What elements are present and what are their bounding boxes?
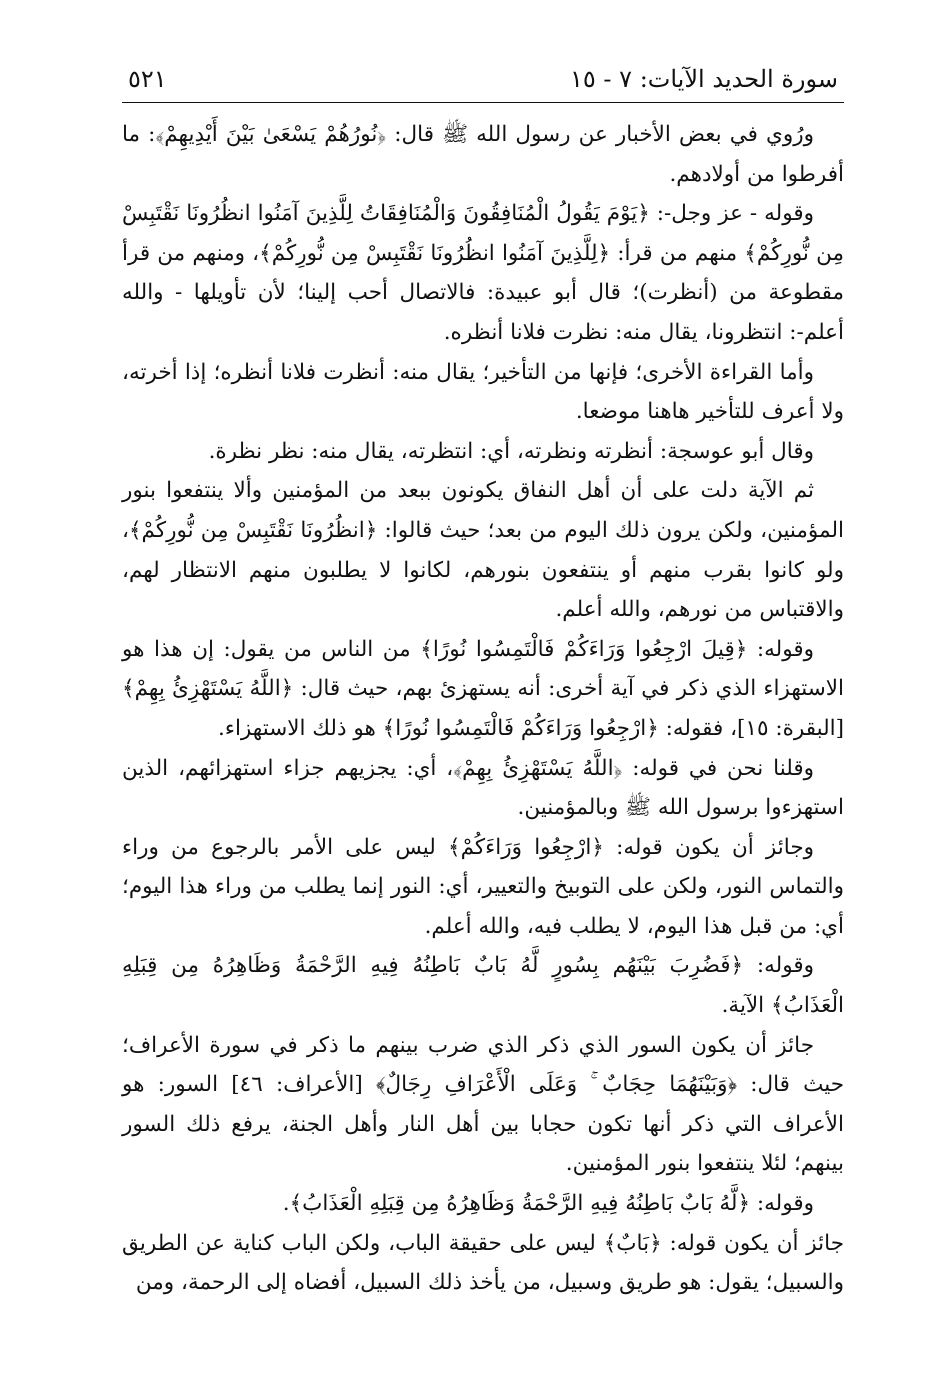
paragraph: وقوله - عز وجل-: ﴿يَوْمَ يَقُولُ الْمُنَافِقُونَ وَالْمُنَافِقَاتُ لِلَّذِينَ آمَنُوا انظُرُونَا نَقْتَبِسْ مِن نُّورِكُمْ﴾ منهم من قرأ: ﴿لِلَّذِينَ آمَنُوا انظُرُونَا نَقْتَبِسْ مِن نُّورِكُمْ﴾، ومنهم من قرأ مقطوعة من (أنظرت)؛ قال أبو عبيدة: فالاتصال أحب إلينا؛ لأن تأويلها - والله أعلم-: انتظرونا، يقال منه: نظرت فلانا أنظره. [122,201,844,345]
page-number: ٥٢١ [128,65,167,93]
paragraph: ثم الآية دلت على أن أهل النفاق يكونون ببعد من المؤمنين وألا ينتفعوا بنور المؤمنين، ولكن يرون ذلك اليوم من بعد؛ حيث قالوا: ﴿انظُرُونَا نَقْتَبِسْ مِن نُّورِكُمْ﴾، ولو كانوا بقرب منهم أو ينتفعون بنورهم، لكانوا لا يطلبون منهم الانتظار لهم، والاقتباس من نورهم، والله أعلم. [122,478,844,623]
paragraph: وقال أبو عوسجة: أنظرته ونظرته، أي: انتظرته، يقال منه: نظر نظرة. [208,438,814,464]
paragraph: وقوله: ﴿فَضُرِبَ بَيْنَهُم بِسُورٍ لَّهُ بَابٌ بَاطِنُهُ فِيهِ الرَّحْمَةُ وَظَاهِرُهُ مِن قِبَلِهِ الْعَذَابُ﴾ الآية. [122,953,844,1019]
paragraph: وأما القراءة الأخرى؛ فإنها من التأخير؛ يقال منه: أنظرت فلانا أنظره؛ إذا أخرته، ولا أعرف للتأخير هاهنا موضعا. [122,359,844,425]
paragraph: وقلنا نحن في قوله: ﴿اللَّهُ يَسْتَهْزِئُ بِهِمْ﴾، أي: يجزيهم جزاء استهزائهم، الذين استهزءوا برسول الله ﷺ وبالمؤمنين. [122,755,844,821]
paragraph: وقوله: ﴿قِيلَ ارْجِعُوا وَرَاءَكُمْ فَالْتَمِسُوا نُورًا﴾ من الناس من يقول: إن هذا هو الاستهزاء الذي ذكر في آية أخرى: أنه يستهزئ بهم، حيث قال: ﴿اللَّهُ يَسْتَهْزِئُ بِهِمْ﴾ [البقرة: ١٥]، فقوله: ﴿ارْجِعُوا وَرَاءَكُمْ فَالْتَمِسُوا نُورًا﴾ هو ذلك الاستهزاء. [122,636,844,741]
paragraph: وقوله: ﴿لَّهُ بَابٌ بَاطِنُهُ فِيهِ الرَّحْمَةُ وَظَاهِرُهُ مِن قِبَلِهِ الْعَذَابُ﴾. [282,1191,814,1217]
paragraph: جائز أن يكون قوله: ﴿بَابٌ﴾ ليس على حقيقة الباب، ولكن الباب كناية عن الطريق والسبيل؛ يقول: هو طريق وسبيل، من يأخذ ذلك السبيل، أفضاه إلى الرحمة، ومن [122,1230,844,1296]
body-text [122,115,844,1303]
paragraph: جائز أن يكون السور الذي ذكر الذي ضرب بينهم ما ذكر في سورة الأعراف؛ حيث قال: ﴿وَبَيْنَهُمَا حِجَابٌ ۚ وَعَلَى الْأَعْرَافِ رِجَالٌ﴾ [الأعراف: ٤٦] السور: هو الأعراف التي ذكر أنها تكون حجابا بين أهل النار وأهل الجنة، يرفع ذلك السور بينهم؛ لئلا ينتفعوا بنور المؤمنين. [122,1032,844,1177]
chapter-title: سورة الحديد الآيات: ٧ - ١٥ [570,65,838,93]
paragraph: ورُوي في بعض الأخبار عن رسول الله ﷺ قال: ﴿نُورُهُمْ يَسْعَىٰ بَيْنَ أَيْدِيهِمْ﴾: ما أفرطوا من أولادهم. [122,122,844,187]
running-header [122,62,844,103]
paragraph: وجائز أن يكون قوله: ﴿ارْجِعُوا وَرَاءَكُمْ﴾ ليس على الأمر بالرجوع من وراء والتماس النور، ولكن على التوبيخ والتعيير، أي: النور إنما يطلب من وراء هذا اليوم؛ أي: من قبل هذا اليوم، لا يطلب فيه، والله أعلم. [122,834,844,939]
